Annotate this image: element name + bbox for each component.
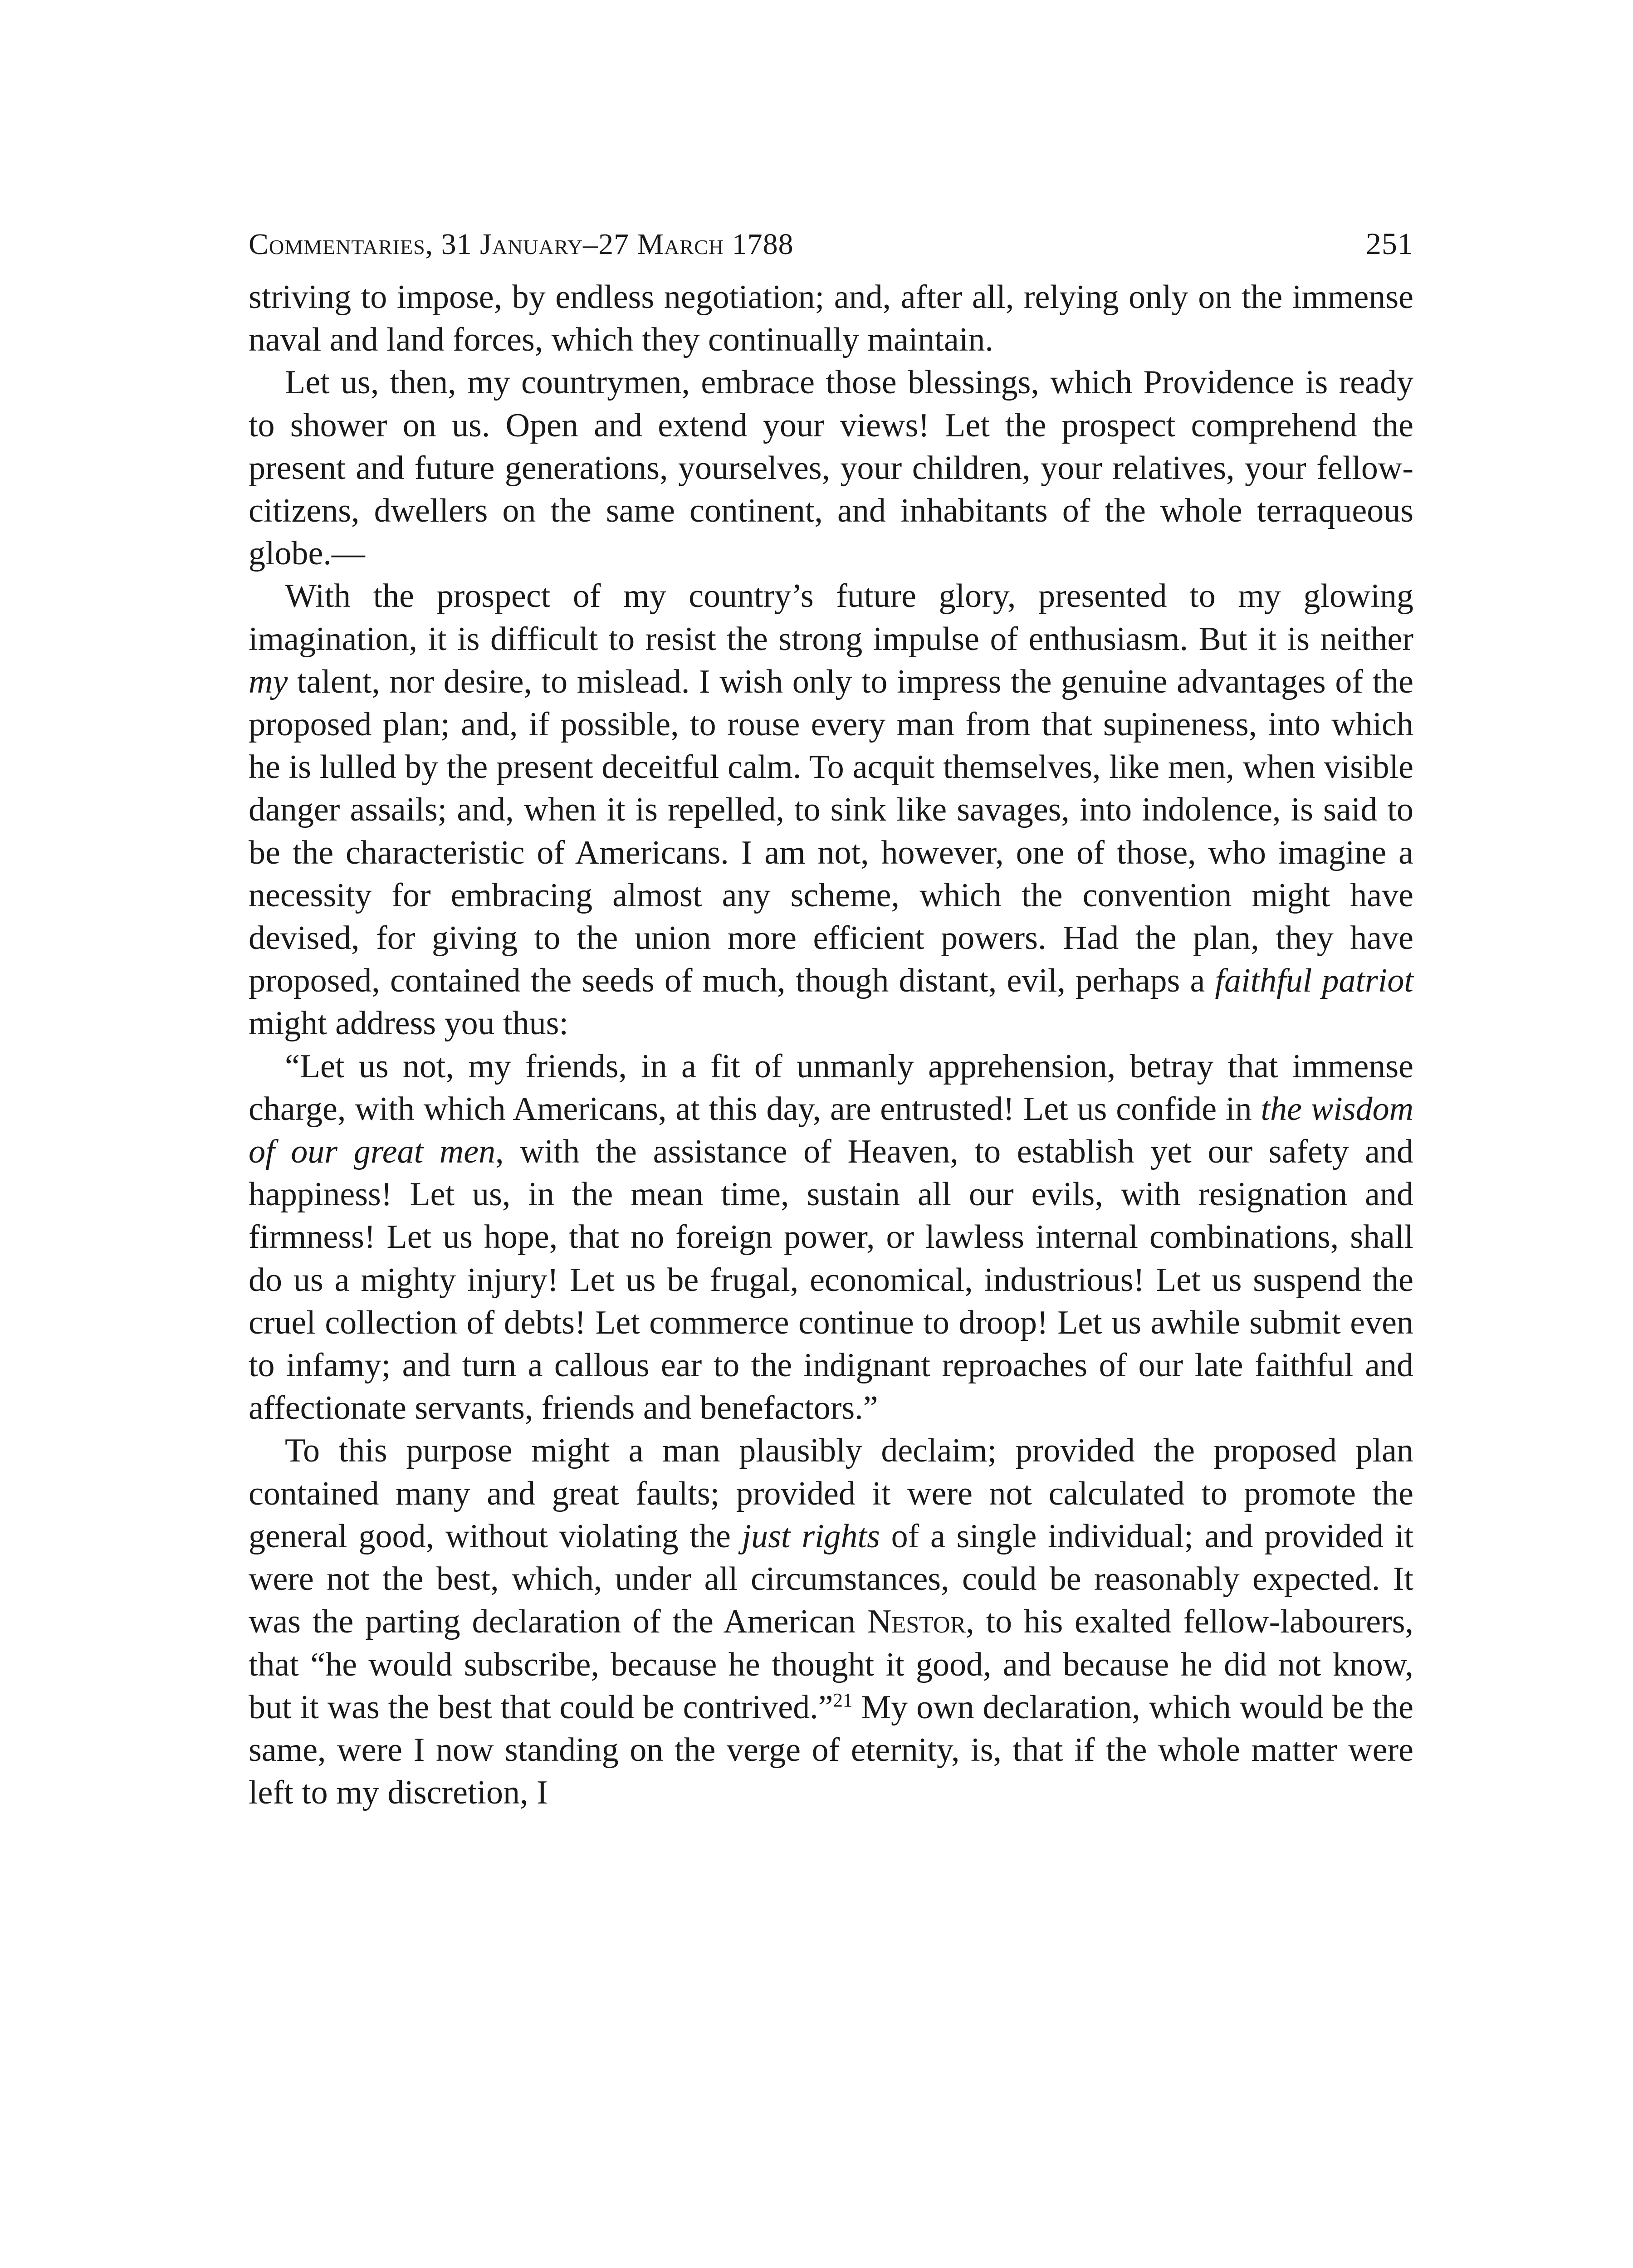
italic-text: just rights <box>742 1517 880 1555</box>
body-text <box>249 276 1413 1814</box>
text-run: talent, nor desire, to mislead. I wish only to impress the genuine advantages of the proposed plan; and, if possible, to rouse every man from that supineness, into which he is lulled by the present deceitful calm. To acquit themselves, like men, when visible danger assails; and, when it is repelled, to sink like savages, into indolence, is said to be the characteristic of Americans. I am not, however, one of those, who imagine a necessity for embracing almost any scheme, which the convention might have devised, for giving to the union more efficient powers. Had the plan, they have proposed, contained the seeds of much, though distant, evil, perhaps a <box>249 663 1413 1000</box>
text-run: of a single individual; and provided it were not the best, which, under all circumstances, could be reasonably expected. It was the parting declaration of the American <box>249 1517 1413 1641</box>
italic-text: faithful patriot <box>1215 962 1413 1000</box>
paragraph <box>249 276 1413 361</box>
text-run: striving to impose, by endless negotiation; and, after all, relying only on the immense naval and land forces, which they continually maintain. <box>249 279 1413 359</box>
footnote-marker: 21 <box>833 1690 853 1711</box>
italic-text: the wisdom of our great men <box>249 1090 1414 1171</box>
text-run: “Let us not, my friends, in a fit of unmanly apprehension, betray that immense charge, with which Americans, at this day, are entrusted! Let us confide in <box>249 1047 1413 1128</box>
text-run: My own declaration, which would be the same, were I now standing on the verge of eternity, is, that if the whole matter were left to my discretion, I <box>249 1688 1413 1812</box>
text-run: With the prospect of my country’s future glory, presented to my glowing imagination, it is difficult to resist the strong impulse of enthusiasm. But it is neither <box>249 577 1413 658</box>
paragraph <box>249 575 1413 1045</box>
running-head-title: Commentaries, 31 January–27 March 1788 <box>249 228 794 261</box>
italic-text: my <box>249 663 288 700</box>
page-number: 251 <box>1366 226 1413 261</box>
text-run: , to his exalted fellow-labourers, that “he would subscribe, because he thought it good, and because he did not know, but it was the best that could be contrived.” <box>249 1603 1413 1726</box>
running-head <box>249 226 1413 276</box>
paragraph <box>249 1045 1413 1430</box>
small-caps-text: Nestor <box>867 1603 966 1641</box>
text-run: might address you thus: <box>249 1005 569 1042</box>
text-run: To this purpose might a man plausibly declaim; provided the proposed plan contained many and great faults; provided it were not calculated to promote the general good, without violating the <box>249 1432 1413 1555</box>
document-page <box>249 226 1413 1814</box>
paragraph <box>249 361 1413 575</box>
paragraph <box>249 1429 1413 1814</box>
text-run: , with the assistance of Heaven, to establish yet our safety and happiness! Let us, in the mean time, sustain all our evils, with resignation and firmness! Let us hope, that no foreign power, or lawless internal combinations, shall do us a mighty injury! Let us be frugal, economical, industrious! Let us suspend the cruel collection of debts! Let commerce continue to droop! Let us awhile submit even to infamy; and turn a callous ear to the indignant reproaches of our late faithful and affectionate servants, friends and benefactors.” <box>249 1133 1414 1427</box>
text-run: Let us, then, my countrymen, embrace those blessings, which Providence is ready to shower on us. Open and extend your views! Let the prospect comprehend the present and future generations, yourselves, your children, your relatives, your fellow-citizens, dwellers on the same continent, and inhabitants of the whole terraqueous globe.— <box>249 364 1413 572</box>
